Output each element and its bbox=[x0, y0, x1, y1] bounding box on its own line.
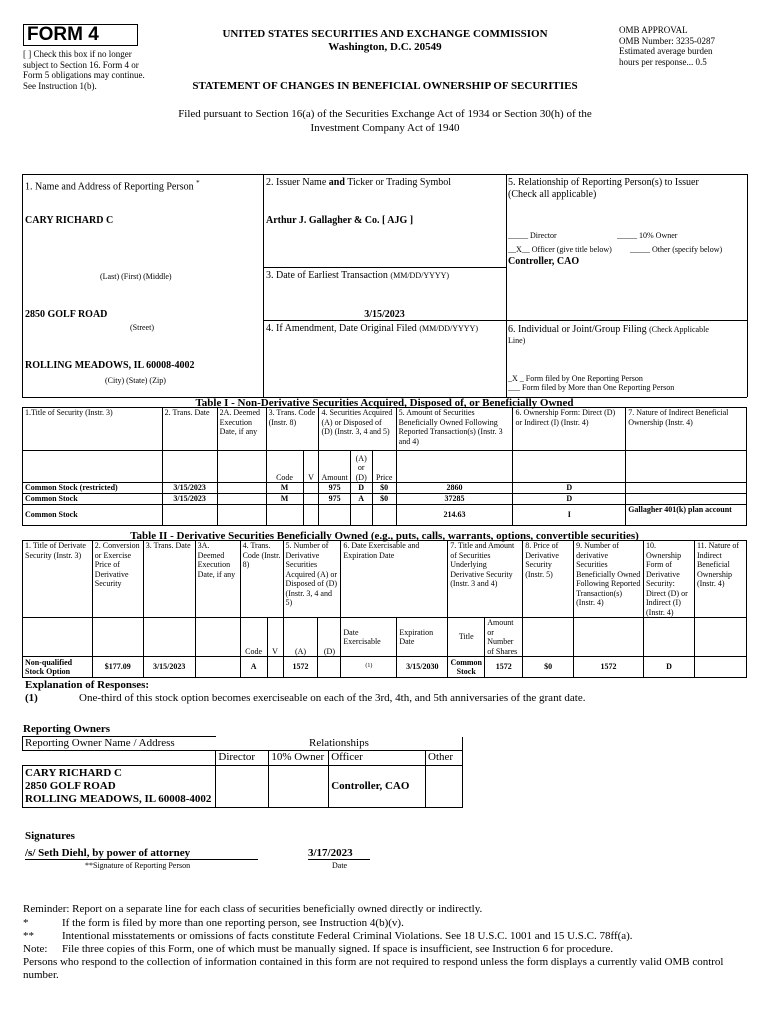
reporting-owners-table: Reporting Owner Name / Address Relationships Director 10% Owner Officer Other CARY RICHARD C 2850 GOLF ROAD ROLLING MEADOWS, IL 60008-4002 Controller, CAO bbox=[22, 736, 463, 808]
city-label: (City) (State) (Zip) bbox=[105, 376, 166, 385]
footnote-doublestar-text: Intentional misstatements or omissions of facts constitute Federal Criminal Violations. See 18 U.S.C. 1001 and 15 U.S.C. 78ff(a). bbox=[62, 930, 633, 942]
earliest-transaction-date: 3/15/2023 bbox=[364, 309, 405, 320]
t2-col-price: 2. Conversion or Exercise Price of Derivative Security bbox=[92, 541, 143, 618]
t1-col-title: 1.Title of Security (Instr. 3) bbox=[23, 408, 163, 451]
t2-col-date: 3. Trans. Date bbox=[143, 541, 195, 618]
t2-col-code: 4. Trans. Code (Instr. 8) bbox=[240, 541, 283, 618]
t2-col-exercisable: 6. Date Exercisable and Expiration Date bbox=[341, 541, 448, 618]
table2-title: Table II - Derivative Securities Beneficially Owned (e.g., puts, calls, warrants, options, convertible securities) bbox=[130, 530, 639, 542]
t1-col-date: 2. Trans. Date bbox=[162, 408, 217, 451]
t2-col-owned: 9. Number of derivative Securities Beneficially Owned Following Reported Transaction(s) (Instr. 4) bbox=[574, 541, 644, 618]
table1: 1.Title of Security (Instr. 3) 2. Trans. Date 2A. Deemed Execution Date, if any 3. Trans. Code (Instr. 8) 4. Securities Acquired (A) or Disposed of (D) (Instr. 3, 4 and 5) 5. Amount of Securities Beneficially Owned Following Reported Transaction(s) (Instr. 3 and 4) 6. Ownership Form: Direct (D) or Indirect (I) (Instr. 4) 7. Nature of Indirect Beneficial Ownership (Instr. 4) Code V Amount (A) or (D) Price Common Stock (restricted) 3/15/2023 M 975 D $0 2860 D Common Stock 3/15/2023 M 975 A $0 37285 D Common Stock 214.63 I Gallagher 401(k) plan account bbox=[22, 407, 747, 526]
statement-title: STATEMENT OF CHANGES IN BENEFICIAL OWNERSHIP OF SECURITIES bbox=[192, 80, 578, 92]
t2-col-nature: 11. Nature of Indirect Beneficial Ownership (Instr. 4) bbox=[694, 541, 746, 618]
table-row: Common Stock 3/15/2023 M 975 A $0 37285 D bbox=[23, 494, 747, 505]
t1-col-code: 3. Trans. Code (Instr. 8) bbox=[266, 408, 319, 451]
signature-name: /s/ Seth Diehl, by power of attorney bbox=[25, 847, 191, 859]
reporting-person-street: 2850 GOLF ROAD bbox=[25, 309, 108, 320]
director-checkbox[interactable]: _____ Director bbox=[508, 231, 557, 240]
ten-percent-checkbox[interactable]: _____ 10% Owner bbox=[617, 231, 678, 240]
box2-label: 2. Issuer Name and Ticker or Trading Symbol bbox=[266, 177, 452, 188]
form-title: FORM 4 bbox=[23, 24, 138, 46]
box3-label: 3. Date of Earliest Transaction (MM/DD/YYYY) bbox=[266, 270, 450, 281]
table-row: Common Stock (restricted) 3/15/2023 M 975 D $0 2860 D bbox=[23, 483, 747, 494]
t1-col-form: 6. Ownership Form: Direct (D) or Indirect (I) (Instr. 4) bbox=[513, 408, 626, 451]
footnote-doublestar-mark: ** bbox=[23, 930, 34, 942]
persons-notice: Persons who respond to the collection of information contained in this form are not required to respond unless the form displays a currently valid OMB control number. bbox=[23, 956, 724, 981]
table-row: Non-qualified Stock Option $177.09 3/15/2023 A 1572 (1) 3/15/2030 Common Stock 1572 $0 1572 D bbox=[23, 657, 747, 678]
name-parts-label: (Last) (First) (Middle) bbox=[100, 272, 172, 281]
other-checkbox[interactable]: _____ Other (specify below) bbox=[630, 245, 723, 254]
t2-col-title: 1. Title of Derivate Security (Instr. 3) bbox=[23, 541, 93, 618]
agency-location: Washington, D.C. 20549 bbox=[328, 41, 442, 53]
issuer-name: Arthur J. Gallagher & Co. [ AJG ] bbox=[266, 215, 414, 226]
table2: 1. Title of Derivate Security (Instr. 3) 2. Conversion or Exercise Price of Derivative Security 3. Trans. Date 3A. Deemed Execution Date, if any 4. Trans. Code (Instr. 8) 5. Number of Derivative Securities Acquired (A) or Disposed of (D) (Instr. 3, 4 and 5) 6. Date Exercisable and Expiration Date 7. Title and Amount of Securities Underlying Derivative Security (Instr. 3 and 4) 8. Price of Derivative Security (Instr. 5) 9. Number of derivative Securities Beneficially Owned Following Reported Transaction(s) (Instr. 4) 10. Ownership Form of Derivative Security: Direct (D) or Indirect (I) (Instr. 4) 11. Nature of Indirect Beneficial Ownership (Instr. 4) Code V (A) (D) Date Exercisable Expiration Date Title Amount or Number of Shares Non-qualified Stock Option $177.09 3/15/2023 A 1572 (1) 3/15/2030 Common Stock 1572 $0 1572 D bbox=[22, 540, 747, 678]
footnote-star-text: If the form is filed by more than one reporting person, see Instruction 4(b)(v). bbox=[62, 917, 404, 929]
note-mark: Note: bbox=[23, 943, 48, 955]
t1-col-owned: 5. Amount of Securities Beneficially Owned Following Reported Transaction(s) (Instr. 3 and 4) bbox=[396, 408, 513, 451]
officer-title: Controller, CAO bbox=[508, 256, 580, 267]
box6-label: 6. Individual or Joint/Group Filing (Check Applicable Line) bbox=[508, 324, 709, 345]
reporting-owners-title: Reporting Owners bbox=[23, 723, 111, 735]
signature-label: **Signature of Reporting Person bbox=[85, 861, 191, 870]
explanation-title: Explanation of Responses: bbox=[25, 679, 150, 691]
check-box-note: [ ] Check this box if no longer subject to Section 16. Form 4 or Form 5 obligations may continue. See Instruction 1(b). bbox=[23, 49, 145, 91]
note-text: File three copies of this Form, one of which must be manually signed. If space is insufficient, see Instruction 6 for procedure. bbox=[62, 943, 614, 955]
footnote-star-mark: * bbox=[23, 917, 29, 929]
agency-name: UNITED STATES SECURITIES AND EXCHANGE COMMISSION bbox=[222, 28, 548, 40]
t2-col-number: 5. Number of Derivative Securities Acquired (A) or Disposed of (D) (Instr. 3, 4 and 5) bbox=[283, 541, 341, 618]
signatures-title: Signatures bbox=[25, 830, 75, 842]
box4-label: 4. If Amendment, Date Original Filed (MM/DD/YYYY) bbox=[266, 323, 478, 334]
filed-pursuant-line-1: Filed pursuant to Section 16(a) of the Securities Exchange Act of 1934 or Section 30(h) of the bbox=[178, 108, 592, 120]
footnote-text: One-third of this stock option becomes exerciseable on each of the 3rd, 4th, and 5th anniversaries of the grant date. bbox=[79, 692, 586, 704]
t2-col-form: 10. Ownership Form of Derivative Security: Direct (D) or Indirect (I) (Instr. 4) bbox=[644, 541, 695, 618]
single-filer-option[interactable]: _X _ Form filed by One Reporting Person bbox=[508, 374, 643, 383]
reporting-person-name: CARY RICHARD C bbox=[25, 215, 114, 226]
table-row: CARY RICHARD C 2850 GOLF ROAD ROLLING MEADOWS, IL 60008-4002 Controller, CAO bbox=[23, 766, 463, 808]
t1-col-deemed: 2A. Deemed Execution Date, if any bbox=[217, 408, 266, 451]
reminder-text: Reminder: Report on a separate line for each class of securities beneficially owned directly or indirectly. bbox=[23, 903, 483, 915]
date-label: Date bbox=[332, 861, 348, 870]
filed-pursuant-line-2: Investment Company Act of 1940 bbox=[310, 122, 460, 134]
table-row: Common Stock 214.63 I Gallagher 401(k) plan account bbox=[23, 505, 747, 526]
box1-label: 1. Name and Address of Reporting Person * bbox=[25, 179, 200, 193]
t1-col-nature: 7. Nature of Indirect Beneficial Ownership (Instr. 4) bbox=[626, 408, 747, 451]
box5-label: 5. Relationship of Reporting Person(s) to Issuer (Check all applicable) bbox=[508, 177, 699, 200]
t2-col-d-price: 8. Price of Derivative Security (Instr. 5) bbox=[523, 541, 574, 618]
t2-col-underlying: 7. Title and Amount of Securities Underlying Derivative Security (Instr. 3 and 4) bbox=[448, 541, 523, 618]
signature-date: 3/17/2023 bbox=[308, 847, 353, 859]
footnote-number: (1) bbox=[25, 692, 38, 704]
group-filer-option[interactable]: ___ Form filed by More than One Reporting Person bbox=[508, 383, 675, 392]
t2-col-deemed: 3A. Deemed Execution Date, if any bbox=[195, 541, 240, 618]
omb-approval: OMB APPROVAL OMB Number: 3235-0287 Estimated average burden hours per response... 0.5 bbox=[619, 25, 715, 67]
t1-col-acquired: 4. Securities Acquired (A) or Disposed of (D) (Instr. 3, 4 and 5) bbox=[319, 408, 396, 451]
officer-checkbox[interactable]: __X__ Officer (give title below) bbox=[508, 245, 612, 254]
reporting-person-city: ROLLING MEADOWS, IL 60008-4002 bbox=[25, 360, 195, 371]
street-label: (Street) bbox=[130, 323, 154, 332]
table1-title: Table I - Non-Derivative Securities Acquired, Disposed of, or Beneficially Owned bbox=[195, 397, 574, 409]
